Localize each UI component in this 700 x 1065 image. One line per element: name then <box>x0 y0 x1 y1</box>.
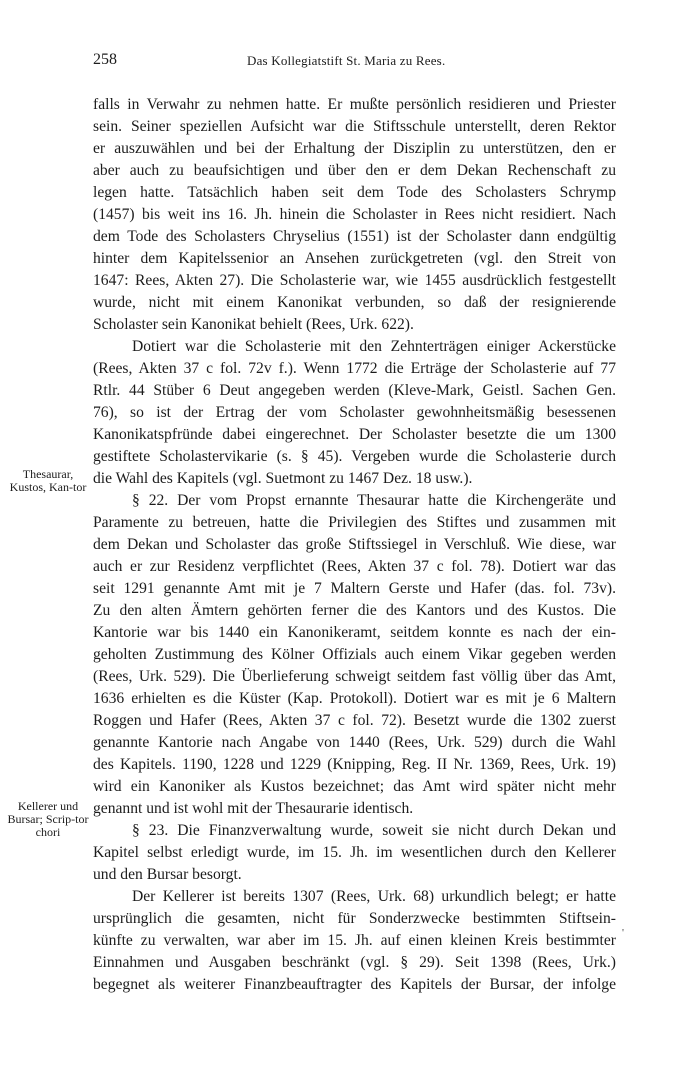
text-line: wurde, nicht mit einem Kanonikat verbunden, so daß der resignierende <box>93 294 616 311</box>
section-23-start: § 23. Die Finanzverwaltung wurde, soweit sie nicht durch Dekan und <box>132 822 616 839</box>
text-line: begegnet als weiterer Finanzbeauftragter des Kapitels der Bursar, der infolge <box>93 976 616 993</box>
text-line: auch er zur Residenz verpflichtet (Rees, Akten 37 c fol. 78). Dotiert war das <box>93 558 616 575</box>
paragraph-start: Dotiert war die Scholasterie mit den Zehnterträgen einiger Ackerstücke <box>132 338 616 355</box>
text-line: dem Dekan und Scholaster das große Stiftssiegel in Verschluß. Wie diese, war <box>93 536 616 553</box>
text-line: Paramente zu betreuen, hatte die Privilegien des Stiftes und zusammen mit <box>93 514 616 531</box>
text-line: er auszuwählen und bei der Erhaltung der Disziplin zu unterstützen, den er <box>93 140 616 157</box>
text-line: Einnahmen und Ausgaben beschränkt (vgl. § 29). Seit 1398 (Rees, Urk.) <box>93 954 616 971</box>
text-line: geholten Zustimmung des Kölner Offizials auch einem Vikar gegeben werden <box>93 646 616 663</box>
margin-note-thesaurar: Thesaurar, Kustos, Kan-tor <box>9 467 87 494</box>
text-line: genannt und ist wohl mit der Thesaurarie identisch. <box>93 800 414 817</box>
page-number: 258 <box>93 51 117 68</box>
text-line: Scholaster sein Kanonikat behielt (Rees, Urk. 622). <box>93 316 414 333</box>
page-header <box>0 51 700 75</box>
text-line: legen hatte. Tatsächlich haben seit dem Tode des Scholasters Schrymp <box>93 184 616 201</box>
running-title: Das Kollegiatstift St. Maria zu Rees. <box>247 53 446 68</box>
text-line: falls in Verwahr zu nehmen hatte. Er mußte persönlich residieren und Priester <box>93 96 616 113</box>
text-line: dem Tode des Scholasters Chryselius (1551) ist der Scholaster dann endgültig <box>93 228 616 245</box>
text-line: wird ein Kanoniker als Kustos bezeichnet; das Amt wird später nicht mehr <box>93 778 616 795</box>
text-line: gestiftete Scholastervikarie (s. § 45). Vergeben wurde die Scholasterie durch <box>93 448 616 465</box>
stray-mark: ' <box>622 927 624 939</box>
text-line: ursprünglich die gesamten, nicht für Sonderzwecke bestimmten Stiftsein- <box>93 910 616 927</box>
text-line: genannte Kantorie nach Angabe von 1440 (Rees, Urk. 529) durch die Wahl <box>93 734 616 751</box>
text-line: 1647: Rees, Akten 27). Die Scholasterie war, wie 1455 ausdrücklich festgestellt <box>93 272 616 289</box>
text-line: hinter dem Kapitelssenior an Ansehen zurückgetreten (vgl. den Streit von <box>93 250 616 267</box>
text-line: des Kapitels. 1190, 1228 und 1229 (Knipping, Reg. II Nr. 1369, Rees, Urk. 19) <box>93 756 616 773</box>
text-line: Zu den alten Ämtern gehörten ferner die des Kantors und des Kustos. Die <box>93 602 616 619</box>
text-line: seit 1291 genannte Amt mit je 7 Maltern Gerste und Hafer (das. fol. 73v). <box>93 580 616 597</box>
text-line: 76), so ist der Ertrag der vom Scholaster gewohnheitsmäßig besessenen <box>93 404 616 421</box>
margin-note-kellerer: Kellerer und Bursar; Scrip-tor chori <box>7 799 89 839</box>
text-line: und den Bursar besorgt. <box>93 866 242 883</box>
text-line: 1636 erhielten es die Küster (Kap. Protokoll). Dotiert war es mit je 6 Maltern <box>93 690 616 707</box>
text-line: Kantorie war bis 1440 ein Kanonikeramt, seitdem konnte es nach der ein- <box>93 624 616 641</box>
section-22-start: § 22. Der vom Propst ernannte Thesaurar hatte die Kirchengeräte und <box>132 492 616 509</box>
text-line: (Rees, Akten 37 c fol. 72v f.). Wenn 1772 die Erträge der Scholasterie auf 77 <box>93 360 616 377</box>
text-line: (Rees, Urk. 529). Die Überlieferung schweigt seitdem fast völlig über das Amt, <box>93 668 616 685</box>
text-line: künfte zu verwalten, war aber im 15. Jh. auf einen kleinen Kreis bestimmter <box>93 932 616 949</box>
text-line: Kanonikatspfründe dabei eingerechnet. Der Scholaster besetzte die um 1300 <box>93 426 616 443</box>
text-line: aber auch zu beaufsichtigen und über den er dem Dekan Rechenschaft zu <box>93 162 616 179</box>
text-line: die Wahl des Kapitels (vgl. Suetmont zu 1467 Dez. 18 usw.). <box>93 470 473 487</box>
text-line: (1457) bis weit ins 16. Jh. hinein die Scholaster in Rees nicht residiert. Nach <box>93 206 616 223</box>
text-line: Rtlr. 44 Stüber 6 Deut angegeben werden (Kleve-Mark, Geistl. Sachen Gen. <box>93 382 616 399</box>
paragraph-start: Der Kellerer ist bereits 1307 (Rees, Urk. 68) urkundlich belegt; er hatte <box>132 888 616 905</box>
text-line: Roggen und Hafer (Rees, Akten 37 c fol. 72). Besetzt wurde die 1302 zuerst <box>93 712 616 729</box>
text-line: Kapitel selbst erledigt wurde, im 15. Jh. im wesentlichen durch den Kellerer <box>93 844 616 861</box>
text-line: sein. Seiner speziellen Aufsicht war die Stiftsschule unterstellt, deren Rektor <box>93 118 616 135</box>
